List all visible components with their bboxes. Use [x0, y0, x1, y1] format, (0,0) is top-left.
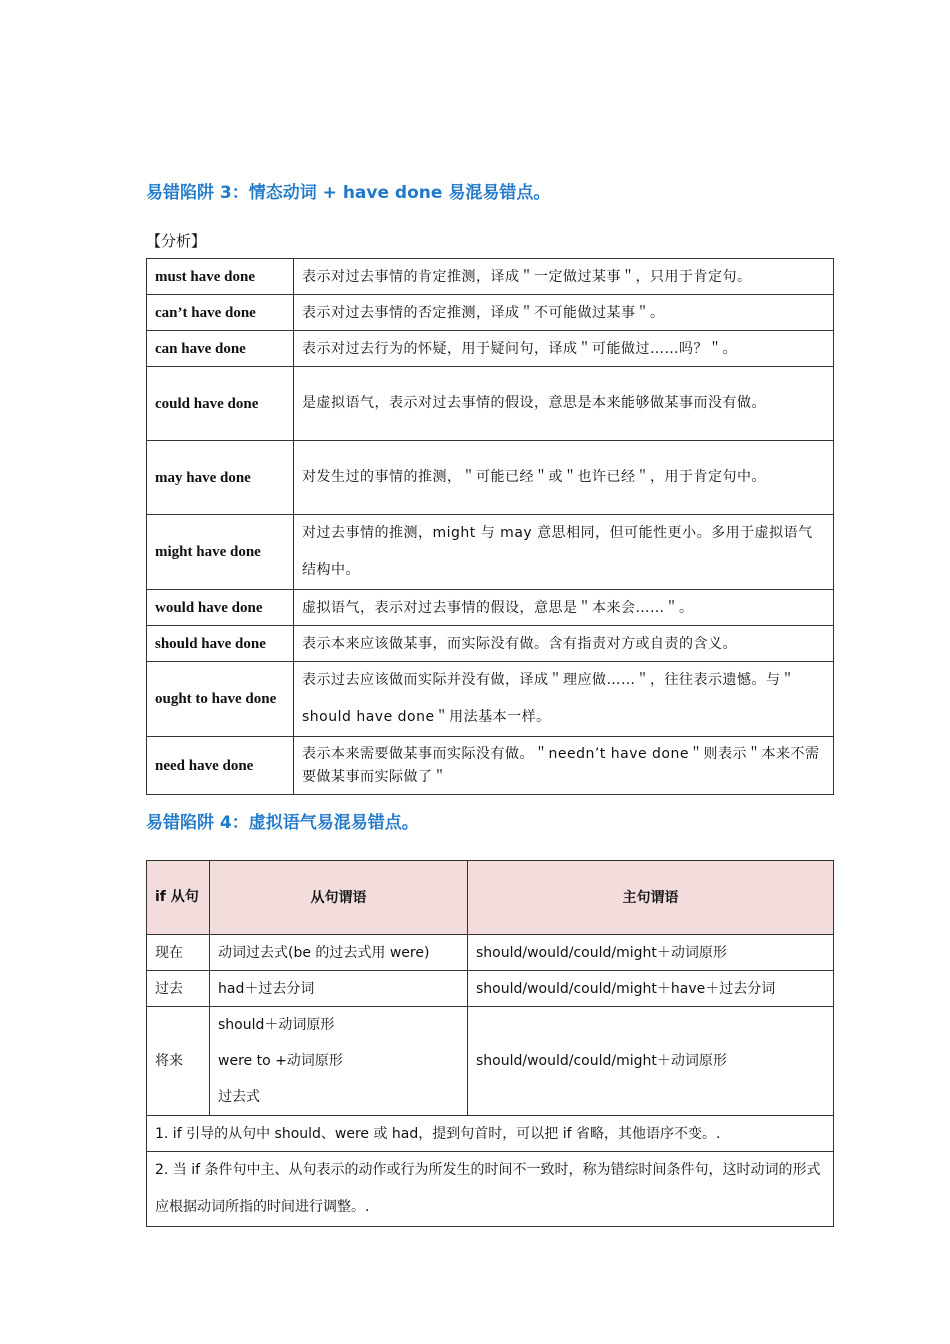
main-cell: should/would/could/might＋have＋过去分词 [468, 971, 834, 1007]
analysis-label: 【分析】 [146, 232, 207, 250]
table-row [147, 590, 834, 626]
table-row [147, 971, 834, 1007]
table-row [147, 367, 834, 441]
clause-line: were to +动词原形 [218, 1053, 343, 1069]
table-row [147, 441, 834, 515]
table-header-row [147, 861, 834, 935]
note-cell: 2. 当 if 条件句中主、从句表示的动作或行为所发生的时间不一致时，称为错综时间条件句，这时动词的形式应根据动词所指的时间进行调整。. [147, 1152, 834, 1227]
time-cell: 将来 [147, 1007, 210, 1116]
desc-cell: 表示对过去事情的否定推测，译成＂不可能做过某事＂。 [294, 295, 834, 331]
term-cell: can have done [147, 331, 294, 367]
desc-cell: 是虚拟语气，表示对过去事情的假设，意思是本来能够做某事而没有做。 [294, 367, 834, 441]
clause-line: should＋动词原形 [218, 1017, 335, 1033]
table-row [147, 935, 834, 971]
desc-cell: 对过去事情的推测，might 与 may 意思相同，但可能性更小。多用于虚拟语气结构中。 [294, 515, 834, 590]
table-row [147, 295, 834, 331]
desc-cell: 表示过去应该做而实际并没有做，译成＂理应做……＂，往往表示遗憾。与＂should have done＂用法基本一样。 [294, 662, 834, 737]
clause-cell: 动词过去式(be 的过去式用 were) [210, 935, 468, 971]
desc-cell: 表示对过去行为的怀疑，用于疑问句，译成＂可能做过……吗？＂。 [294, 331, 834, 367]
desc-cell: 对发生过的事情的推测，＂可能已经＂或＂也许已经＂，用于肯定句中。 [294, 441, 834, 515]
section-4-heading: 易错陷阱 4：虚拟语气易混易错点。 [146, 813, 419, 833]
note-row [147, 1116, 834, 1152]
clause-line: 过去式 [218, 1089, 260, 1105]
time-cell: 现在 [147, 935, 210, 971]
header-if-clause: if 从句 [147, 861, 210, 935]
term-cell: need have done [147, 737, 294, 795]
desc-cell: 表示对过去事情的肯定推测，译成＂一定做过某事＂，只用于肯定句。 [294, 259, 834, 295]
table-row [147, 1007, 834, 1116]
term-cell: must have done [147, 259, 294, 295]
table-row [147, 626, 834, 662]
table-row [147, 259, 834, 295]
term-cell: might have done [147, 515, 294, 590]
time-cell: 过去 [147, 971, 210, 1007]
table-row [147, 737, 834, 795]
table-row [147, 662, 834, 737]
subjunctive-table [146, 860, 834, 1227]
note-cell: 1. if 引导的从句中 should、were 或 had，提到句首时，可以把 if 省略，其他语序不变。. [147, 1116, 834, 1152]
section-3-heading: 易错陷阱 3：情态动词 + have done 易混易错点。 [146, 183, 551, 203]
table-row [147, 515, 834, 590]
desc-cell: 表示本来应该做某事，而实际没有做。含有指责对方或自责的含义。 [294, 626, 834, 662]
note-row [147, 1152, 834, 1227]
desc-cell: 虚拟语气，表示对过去事情的假设，意思是＂本来会……＂。 [294, 590, 834, 626]
header-main-predicate: 主句谓语 [468, 861, 834, 935]
term-cell: ought to have done [147, 662, 294, 737]
desc-cell: 表示本来需要做某事而实际没有做。＂needn’t have done＂则表示＂本来不需要做某事而实际做了＂ [294, 737, 834, 795]
header-clause-predicate: 从句谓语 [210, 861, 468, 935]
main-cell: should/would/could/might＋动词原形 [468, 935, 834, 971]
modal-perfect-table [146, 258, 834, 795]
term-cell: should have done [147, 626, 294, 662]
term-cell: would have done [147, 590, 294, 626]
clause-cell [210, 1007, 468, 1116]
term-cell: may have done [147, 441, 294, 515]
clause-cell: had＋过去分词 [210, 971, 468, 1007]
term-cell: could have done [147, 367, 294, 441]
term-cell: can’t have done [147, 295, 294, 331]
table-row [147, 331, 834, 367]
main-cell: should/would/could/might＋动词原形 [468, 1007, 834, 1116]
